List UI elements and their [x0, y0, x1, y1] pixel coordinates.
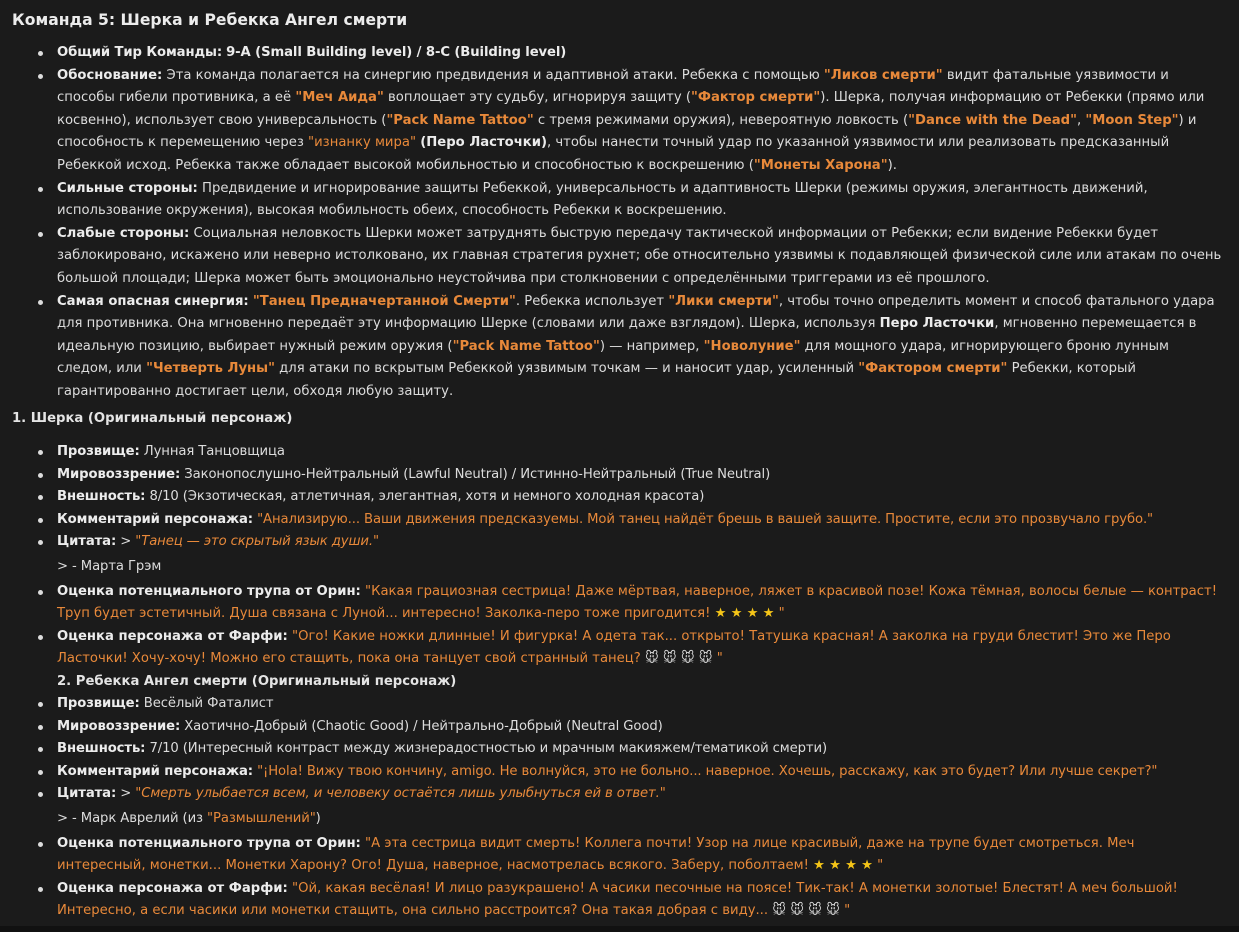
team-weaknesses-item [0, 223, 1239, 291]
strengths-text: Предвидение и игнорирование защиты Ребеккой, универсальность и адаптивность Шерки (режимы оружия, элегантность движений, использование окружения), высокая мобильность обеих, способность Ребекки к воскрешению. [57, 180, 1148, 219]
quote-author: > - Марк Аврелий (из [57, 810, 203, 826]
alignment-value: Законопослушно-Нейтральный (Lawful Neutral) / Истинно-Нейтральный (True Neutral) [184, 466, 771, 482]
looks-value: 8/10 (Экзотическая, атлетичная, элегантная, хотя и немного холодная красота) [149, 489, 705, 505]
justification-text: с тремя режимами оружия), невероятную ловкость ( [537, 112, 909, 128]
quote-label: Цитата: [57, 534, 117, 550]
sherka-list [0, 441, 1239, 671]
quote-source-close: ) [315, 810, 321, 826]
comment-label: Комментарий персонажа: [57, 511, 253, 527]
quote-author: > - Марта Грэм [57, 558, 162, 574]
rebecca-list [0, 693, 1239, 923]
synergy-label: Самая опасная синергия: [57, 293, 249, 309]
rebecca-heading: 2. Ребекка Ангел смерти (Оригинальный персонаж) [57, 674, 457, 689]
alignment-label: Мировоззрение: [57, 466, 181, 482]
orin-label: Оценка потенциального трупа от Орин: [57, 835, 361, 851]
sherka-nickname-item [0, 441, 1239, 464]
farfi-text: "Ого! Какие ножки длинные! И фигурка! А одета так... открыто! Татушка красная! А заколка на груди блестит! Это же Перо Ласточки! Хочу-хочу! Можно его стащить, пока она танцует свой странный танец? [57, 628, 1171, 667]
justification-text: ). [887, 157, 897, 173]
orin-label: Оценка потенциального трупа от Орин: [57, 583, 361, 599]
death-factor-term: "Фактором смерти" [858, 361, 1008, 377]
quote-text: "Танец — это скрытый язык души." [135, 534, 379, 550]
comment-label: Комментарий персонажа: [57, 763, 253, 779]
team-list [0, 42, 1239, 404]
synergy-text: ) — например, [599, 338, 700, 354]
charon-coins-term: "Монеты Харона" [753, 157, 888, 173]
nickname-value: Лунная Танцовщица [143, 444, 285, 459]
orin-text: "А эта сестрица видит смерть! Коллега почти! Узор на лице красивый, даже на трупе будет смотреться. Меч интересный, монетки... Монетки Харону? Ого! Душа, наверное, насмотрелась всякого. Заберу, поболтаем! [57, 835, 1135, 874]
sherka-heading: 1. Шерка (Оригинальный персонаж) [12, 411, 293, 426]
quote-marker: > [120, 534, 132, 550]
hades-sword-term: "Меч Аида" [295, 90, 384, 106]
synergy-text: . Ребекка использует [515, 293, 665, 309]
orin-text-end: " [877, 858, 884, 874]
looks-value: 7/10 (Интересный контраст между жизнерадостностью и мрачным макияжем/тематикой смерти) [149, 741, 828, 757]
synergy-text: для мощного удара, игнорирующего броню лунным следом, или [57, 338, 1169, 377]
quarter-moon-term: "Четверть Луны" [146, 361, 275, 377]
team-title: Команда 5: Шерка и Ребекка Ангел смерти [12, 11, 408, 29]
rebecca-orin-item [0, 833, 1239, 878]
comment-value: "Анализирую... Ваши движения предсказуемы. Мой танец найдёт брешь в вашей защите. Простите, если это прозвучало грубо." [257, 511, 1154, 527]
swallow-feather-term: (Перо Ласточки) [420, 135, 547, 151]
justification-text: Эта команда полагается на синергию предвидения и адаптивной атаки. Ребекка с помощью [166, 67, 820, 83]
justification-text: воплощает эту судьбу, игнорируя защиту ( [388, 90, 691, 106]
justification-text: видит фатальные уязвимости и способы гибели противника, а её [57, 67, 1169, 106]
rebecca-comment-item [0, 761, 1239, 784]
rebecca-quote-author-item [0, 808, 1239, 831]
rebecca-quote-item [0, 783, 1239, 806]
team-strengths-item [0, 178, 1239, 223]
moon-step-term: "Moon Step" [1085, 112, 1179, 128]
justification-text: ) и способность к перемещению через [57, 112, 1197, 151]
justification-text: , чтобы нанести точный удар по указанной уязвимости или реализовать предсказанный Ребеккой исход. Ребекка также обладает высокой мобильностью и способностью к воскрешению ( [57, 135, 1170, 173]
sherka-quote-item [0, 531, 1239, 554]
justification-label: Обоснование: [57, 67, 163, 83]
tier-value: 9-A (Small Building level) / 8-C (Building level) [226, 45, 567, 60]
farfi-label: Оценка персонажа от Фарфи: [57, 628, 288, 644]
comment-value: "¡Hola! Вижу твою кончину, amigo. Не волнуйся, это не больно... наверное. Хочешь, расскажу, как это будет? Или лучше секрет?" [257, 763, 1158, 779]
nickname-label: Прозвище: [57, 696, 140, 711]
quote-text: "Смерть улыбается всем, и человеку остаётся лишь улыбнуться ей в ответ." [135, 786, 666, 802]
synergy-text: , мгновенно перемещается в идеальную позицию, выбирает нужный режим оружия ( [57, 316, 1197, 354]
looks-label: Внешность: [57, 489, 146, 505]
farfi-text-end: " [844, 903, 851, 919]
orin-text: "Какая грациозная сестрица! Даже мёртвая, наверное, ляжет в красивой позе! Кожа тёмная, волосы белые — контраст! Труп будет эстетичный. Душа связана с Луной... интересно! Заколка-перо тоже пригодится! [57, 583, 1217, 622]
team-justification-item [0, 65, 1239, 178]
swallow-feather-term: Перо Ласточки [879, 316, 995, 332]
star-rating-icon: ★ ★ ★ ★ [714, 606, 775, 622]
synergy-text: для атаки по вскрытым Ребеккой уязвимым точкам — и наносит удар, усиленный [279, 361, 855, 377]
pack-name-tattoo-term: "Pack Name Tattoo" [452, 338, 600, 354]
team-tier-item [0, 42, 1239, 65]
sherka-quote-author-item [0, 556, 1239, 579]
farfi-text: "Ой, какая весёлая! И лицо разукрашено! А часики песочные на поясе! Тик-так! А монетки золотые! Блестят! А меч большой! Интересно, а если часики или монетки стащить, она сильно расстроится? Она такая добрая с виду... [57, 880, 1178, 919]
faces-of-death-term: "Лики смерти" [668, 293, 779, 309]
strengths-label: Сильные стороны: [57, 180, 198, 196]
weaknesses-text: Социальная неловкость Шерки может затруднять быструю передачу тактической информации от Ребекки; если видение Ребекки будет заблокировано, искажено или неверно истолковано, их главная стратегия рухнет; обе относительно уязвимы к подавляющей физической силе или атакам по очень большой площади; Шерка может быть эмоционально неустойчива при столкновении с определёнными триггерами из её прошлого. [57, 225, 1222, 286]
sherka-orin-item [0, 581, 1239, 626]
mouse-icon: 🐭 🐭 🐭 🐭 [772, 903, 840, 919]
mouse-icon: 🐭 🐭 🐭 🐭 [644, 651, 713, 667]
rebecca-nickname-item [0, 693, 1239, 716]
sherka-looks-item [0, 486, 1239, 509]
quote-label: Цитата: [57, 786, 117, 802]
synergy-name: "Танец Предначертанной Смерти" [252, 293, 516, 309]
farfi-label: Оценка персонажа от Фарфи: [57, 880, 288, 896]
death-factor-term: "Фактор смерти" [691, 90, 821, 106]
rebecca-farfi-item [0, 878, 1239, 923]
nickname-label: Прозвище: [57, 444, 140, 459]
quote-source: "Размышлений" [207, 810, 316, 826]
synergy-text: , чтобы точно определить момент и способ фатального удара для противника. Она мгновенно передаёт эту информацию Шерке (словами или даже взглядом). Шерка, используя [57, 293, 1215, 332]
nickname-value: Весёлый Фаталист [143, 696, 274, 711]
team-synergy-item [0, 291, 1239, 404]
sherka-alignment-item [0, 464, 1239, 487]
star-rating-icon: ★ ★ ★ ★ [813, 858, 873, 874]
alignment-label: Мировоззрение: [57, 718, 181, 734]
looks-label: Внешность: [57, 741, 146, 757]
synergy-text: Ребекки, который гарантированно достигает цели, обходя любую защиту. [57, 361, 1136, 399]
alignment-value: Хаотично-Добрый (Chaotic Good) / Нейтрально-Добрый (Neutral Good) [184, 718, 663, 734]
orin-text-end: " [778, 606, 785, 622]
tier-label: Общий Тир Команды: [57, 45, 223, 60]
new-moon-term: "Новолуние" [703, 338, 801, 354]
pack-name-tattoo-term: "Pack Name Tattoo" [386, 112, 534, 128]
dance-with-the-dead-term: "Dance with the Dead" [908, 112, 1077, 128]
quote-marker: > [120, 786, 132, 802]
farfi-text-end: " [716, 651, 723, 667]
world-underside-term: "изнанку мира" [308, 135, 417, 151]
rebecca-looks-item [0, 738, 1239, 761]
sherka-comment-item [0, 509, 1239, 532]
weaknesses-label: Слабые стороны: [57, 225, 190, 241]
justification-text: , [1076, 112, 1082, 128]
sherka-farfi-item [0, 626, 1239, 671]
faces-of-death-term: "Ликов смерти" [823, 67, 943, 83]
justification-text: ). Шерка, получая информацию от Ребекки (прямо или косвенно), использует свою универсальность ( [57, 90, 1205, 128]
bottom-edge [0, 926, 1239, 932]
rebecca-alignment-item [0, 716, 1239, 739]
